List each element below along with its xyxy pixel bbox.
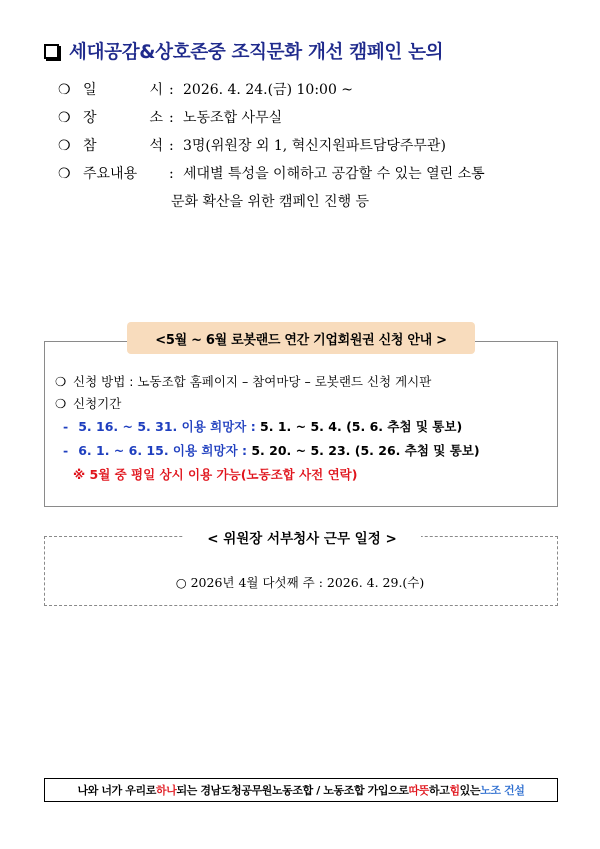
colon: : <box>169 82 174 98</box>
label-part: 장 <box>83 110 97 126</box>
info-label <box>83 76 163 104</box>
slogan-part: 있는 <box>459 784 481 797</box>
slogan-highlight: 따뜻 <box>408 784 429 797</box>
info-continuation: 문화 확산을 위한 캠페인 진행 등 <box>171 194 370 210</box>
info-label <box>83 104 163 132</box>
schedule-row <box>55 415 480 439</box>
weekday-note: ※ 5월 중 평일 상시 이용 가능(노동조합 사전 연락) <box>73 467 358 482</box>
info-row-content <box>58 160 485 188</box>
chair-schedule-title: < 위원장 서부청사 근무 일정 > <box>183 524 421 550</box>
robotland-notice-title: <5월 ~ 6월 로봇랜드 연간 기업회원권 신청 안내 > <box>127 322 475 354</box>
footer-slogan <box>44 778 558 802</box>
robotland-notice-content <box>55 371 480 487</box>
info-value: 세대별 특성을 이해하고 공감할 수 있는 열린 소통 <box>183 166 485 182</box>
info-row-place <box>58 104 485 132</box>
info-label <box>83 160 163 188</box>
dash: - <box>63 443 69 458</box>
schedule-dates: 6. 1. ~ 6. 15. 이용 희망자 : <box>78 443 247 458</box>
label-part: 주요내용 <box>83 166 138 182</box>
slogan-highlight: 노조 건설 <box>480 784 525 797</box>
info-label <box>83 132 163 160</box>
schedule-details: 5. 20. ~ 5. 23. (5. 26. 추첨 및 통보) <box>247 443 480 458</box>
page-title: 세대공감&상호존중 조직문화 개선 캠페인 논의 <box>69 42 444 63</box>
circle-bullet-icon: ❍ <box>58 138 71 154</box>
slogan-part: 되는 경남도청공무원노동조합 / 노동조합 가입으로 <box>176 784 409 797</box>
circle-bullet-icon: ❍ <box>58 110 71 126</box>
schedule-row <box>55 439 480 463</box>
apply-period-label: 신청기간 <box>73 396 122 411</box>
colon: : <box>169 138 174 154</box>
info-value: 3명(위원장 외 1, 혁신지원파트담당주무관) <box>183 138 446 154</box>
slogan-highlight: 힘 <box>449 784 460 797</box>
circle-bullet-icon: ❍ <box>58 82 71 98</box>
info-row-date <box>58 76 485 104</box>
circle-bullet-icon: ❍ <box>55 396 67 411</box>
slogan-part: 나와 너가 우리로 <box>77 784 156 797</box>
label-part: 일 <box>83 82 97 98</box>
colon: : <box>169 110 174 126</box>
chair-schedule-line: ○ 2026년 4월 다섯째 주 : 2026. 4. 29.(수) <box>175 575 425 590</box>
label-part: 석 <box>149 138 163 154</box>
checkbox-icon <box>44 44 59 59</box>
schedule-dates: 5. 16. ~ 5. 31. 이용 희망자 : <box>78 419 256 434</box>
dash: - <box>63 419 69 434</box>
slogan-part: 하고 <box>428 784 450 797</box>
meeting-info <box>58 76 485 216</box>
info-row-attendees <box>58 132 485 160</box>
slogan-highlight: 하나 <box>155 784 177 797</box>
info-value: 노동조합 사무실 <box>183 110 283 126</box>
label-part: 소 <box>149 110 163 126</box>
apply-method <box>55 371 480 393</box>
circle-bullet-icon: ❍ <box>58 166 71 182</box>
info-value: 2026. 4. 24.(금) 10:00 ~ <box>183 82 354 98</box>
schedule-details: 5. 1. ~ 5. 4. (5. 6. 추첨 및 통보) <box>255 419 463 434</box>
label-part: 참 <box>83 138 97 154</box>
label-part: 시 <box>149 82 163 98</box>
colon: : <box>169 166 174 182</box>
circle-bullet-icon: ❍ <box>55 374 67 389</box>
apply-method-text: 신청 방법 : 노동조합 홈페이지 – 참여마당 – 로봇랜드 신청 게시판 <box>73 374 432 389</box>
apply-period <box>55 393 480 415</box>
title-row <box>44 38 443 64</box>
